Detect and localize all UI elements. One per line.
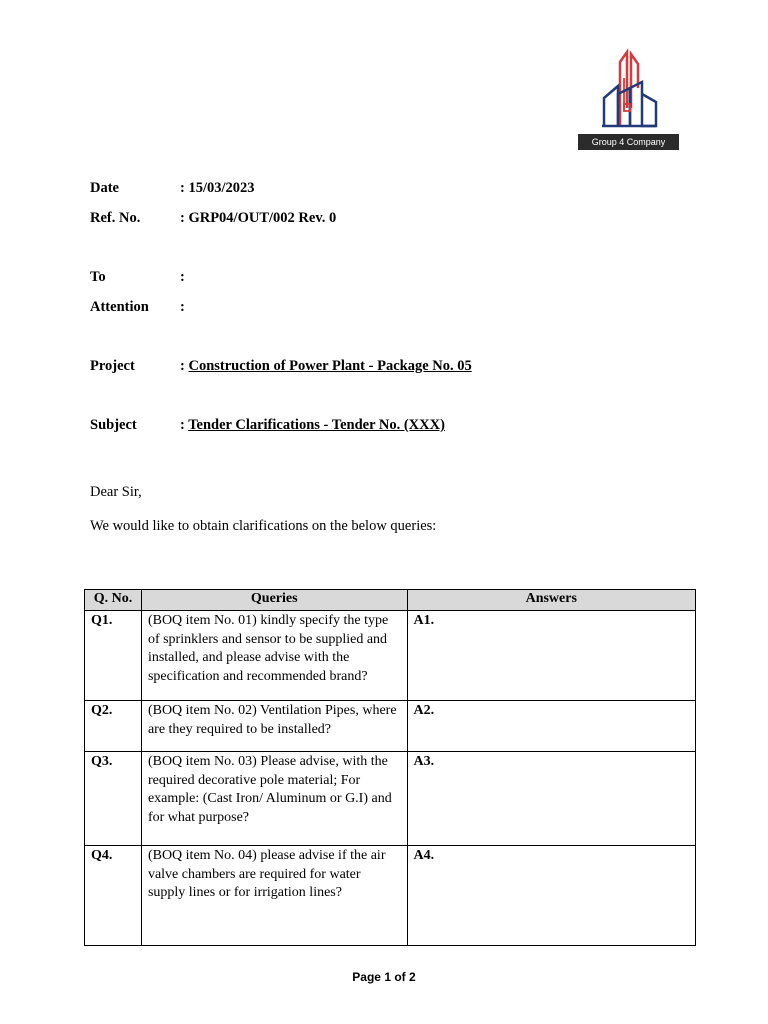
query-text: (BOQ item No. 01) kindly specify the type of sprinklers and sensor to be supplied and installed, and please advise with the specification and recommended brand?	[141, 611, 407, 701]
project-row	[90, 358, 472, 375]
table-row	[85, 611, 696, 701]
question-number: Q1.	[85, 611, 142, 701]
ref-label: Ref. No.	[90, 210, 141, 226]
date-value: : 15/03/2023	[180, 180, 255, 196]
attention-row	[90, 299, 185, 316]
question-number: Q3.	[85, 752, 142, 846]
answer-cell: A3.	[407, 752, 695, 846]
to-row	[90, 269, 185, 286]
company-logo	[578, 48, 679, 152]
subject-colon: :	[180, 417, 189, 433]
ref-value: : GRP04/OUT/002 Rev. 0	[180, 210, 337, 226]
query-text: (BOQ item No. 04) please advise if the air valve chambers are required for water supply lines or for irrigation lines?	[141, 846, 407, 946]
intro-paragraph: We would like to obtain clarifications on the below queries:	[90, 518, 437, 534]
table-header-row	[85, 590, 696, 611]
subject-row	[90, 417, 445, 434]
header-answers: Answers	[407, 590, 695, 611]
header-queries: Queries	[141, 590, 407, 611]
table-row	[85, 752, 696, 846]
page-footer	[0, 970, 768, 984]
attention-value: :	[180, 299, 185, 315]
answer-cell: A1.	[407, 611, 695, 701]
attention-label: Attention	[90, 299, 149, 315]
table-row	[85, 701, 696, 752]
project-colon: :	[180, 358, 189, 374]
question-number: Q4.	[85, 846, 142, 946]
query-text: (BOQ item No. 03) Please advise, with the required decorative pole material; For example: (Cast Iron/ Aluminum or G.I) and for what purpose?	[141, 752, 407, 846]
to-label: To	[90, 269, 106, 285]
page-total: 2	[409, 970, 416, 984]
page-prefix: Page	[352, 970, 385, 984]
date-label: Date	[90, 180, 119, 196]
question-number: Q2.	[85, 701, 142, 752]
project-value: Construction of Power Plant - Package No. 05	[188, 358, 472, 374]
header-q-no: Q. No.	[85, 590, 142, 611]
queries-table	[84, 589, 696, 946]
answer-cell: A2.	[407, 701, 695, 752]
answer-cell: A4.	[407, 846, 695, 946]
query-text: (BOQ item No. 02) Ventilation Pipes, where are they required to be installed?	[141, 701, 407, 752]
page-number: 1	[384, 970, 391, 984]
subject-label: Subject	[90, 417, 137, 433]
project-label: Project	[90, 358, 135, 374]
to-value: :	[180, 269, 185, 285]
page-of: of	[391, 970, 409, 984]
salutation: Dear Sir,	[90, 484, 142, 500]
logo-tagline: Group 4 Company	[578, 134, 679, 150]
ref-row	[90, 210, 336, 227]
subject-value: Tender Clarifications - Tender No. (XXX)	[188, 417, 445, 433]
date-row	[90, 180, 255, 197]
table-row	[85, 846, 696, 946]
building-logo-icon	[600, 48, 658, 128]
